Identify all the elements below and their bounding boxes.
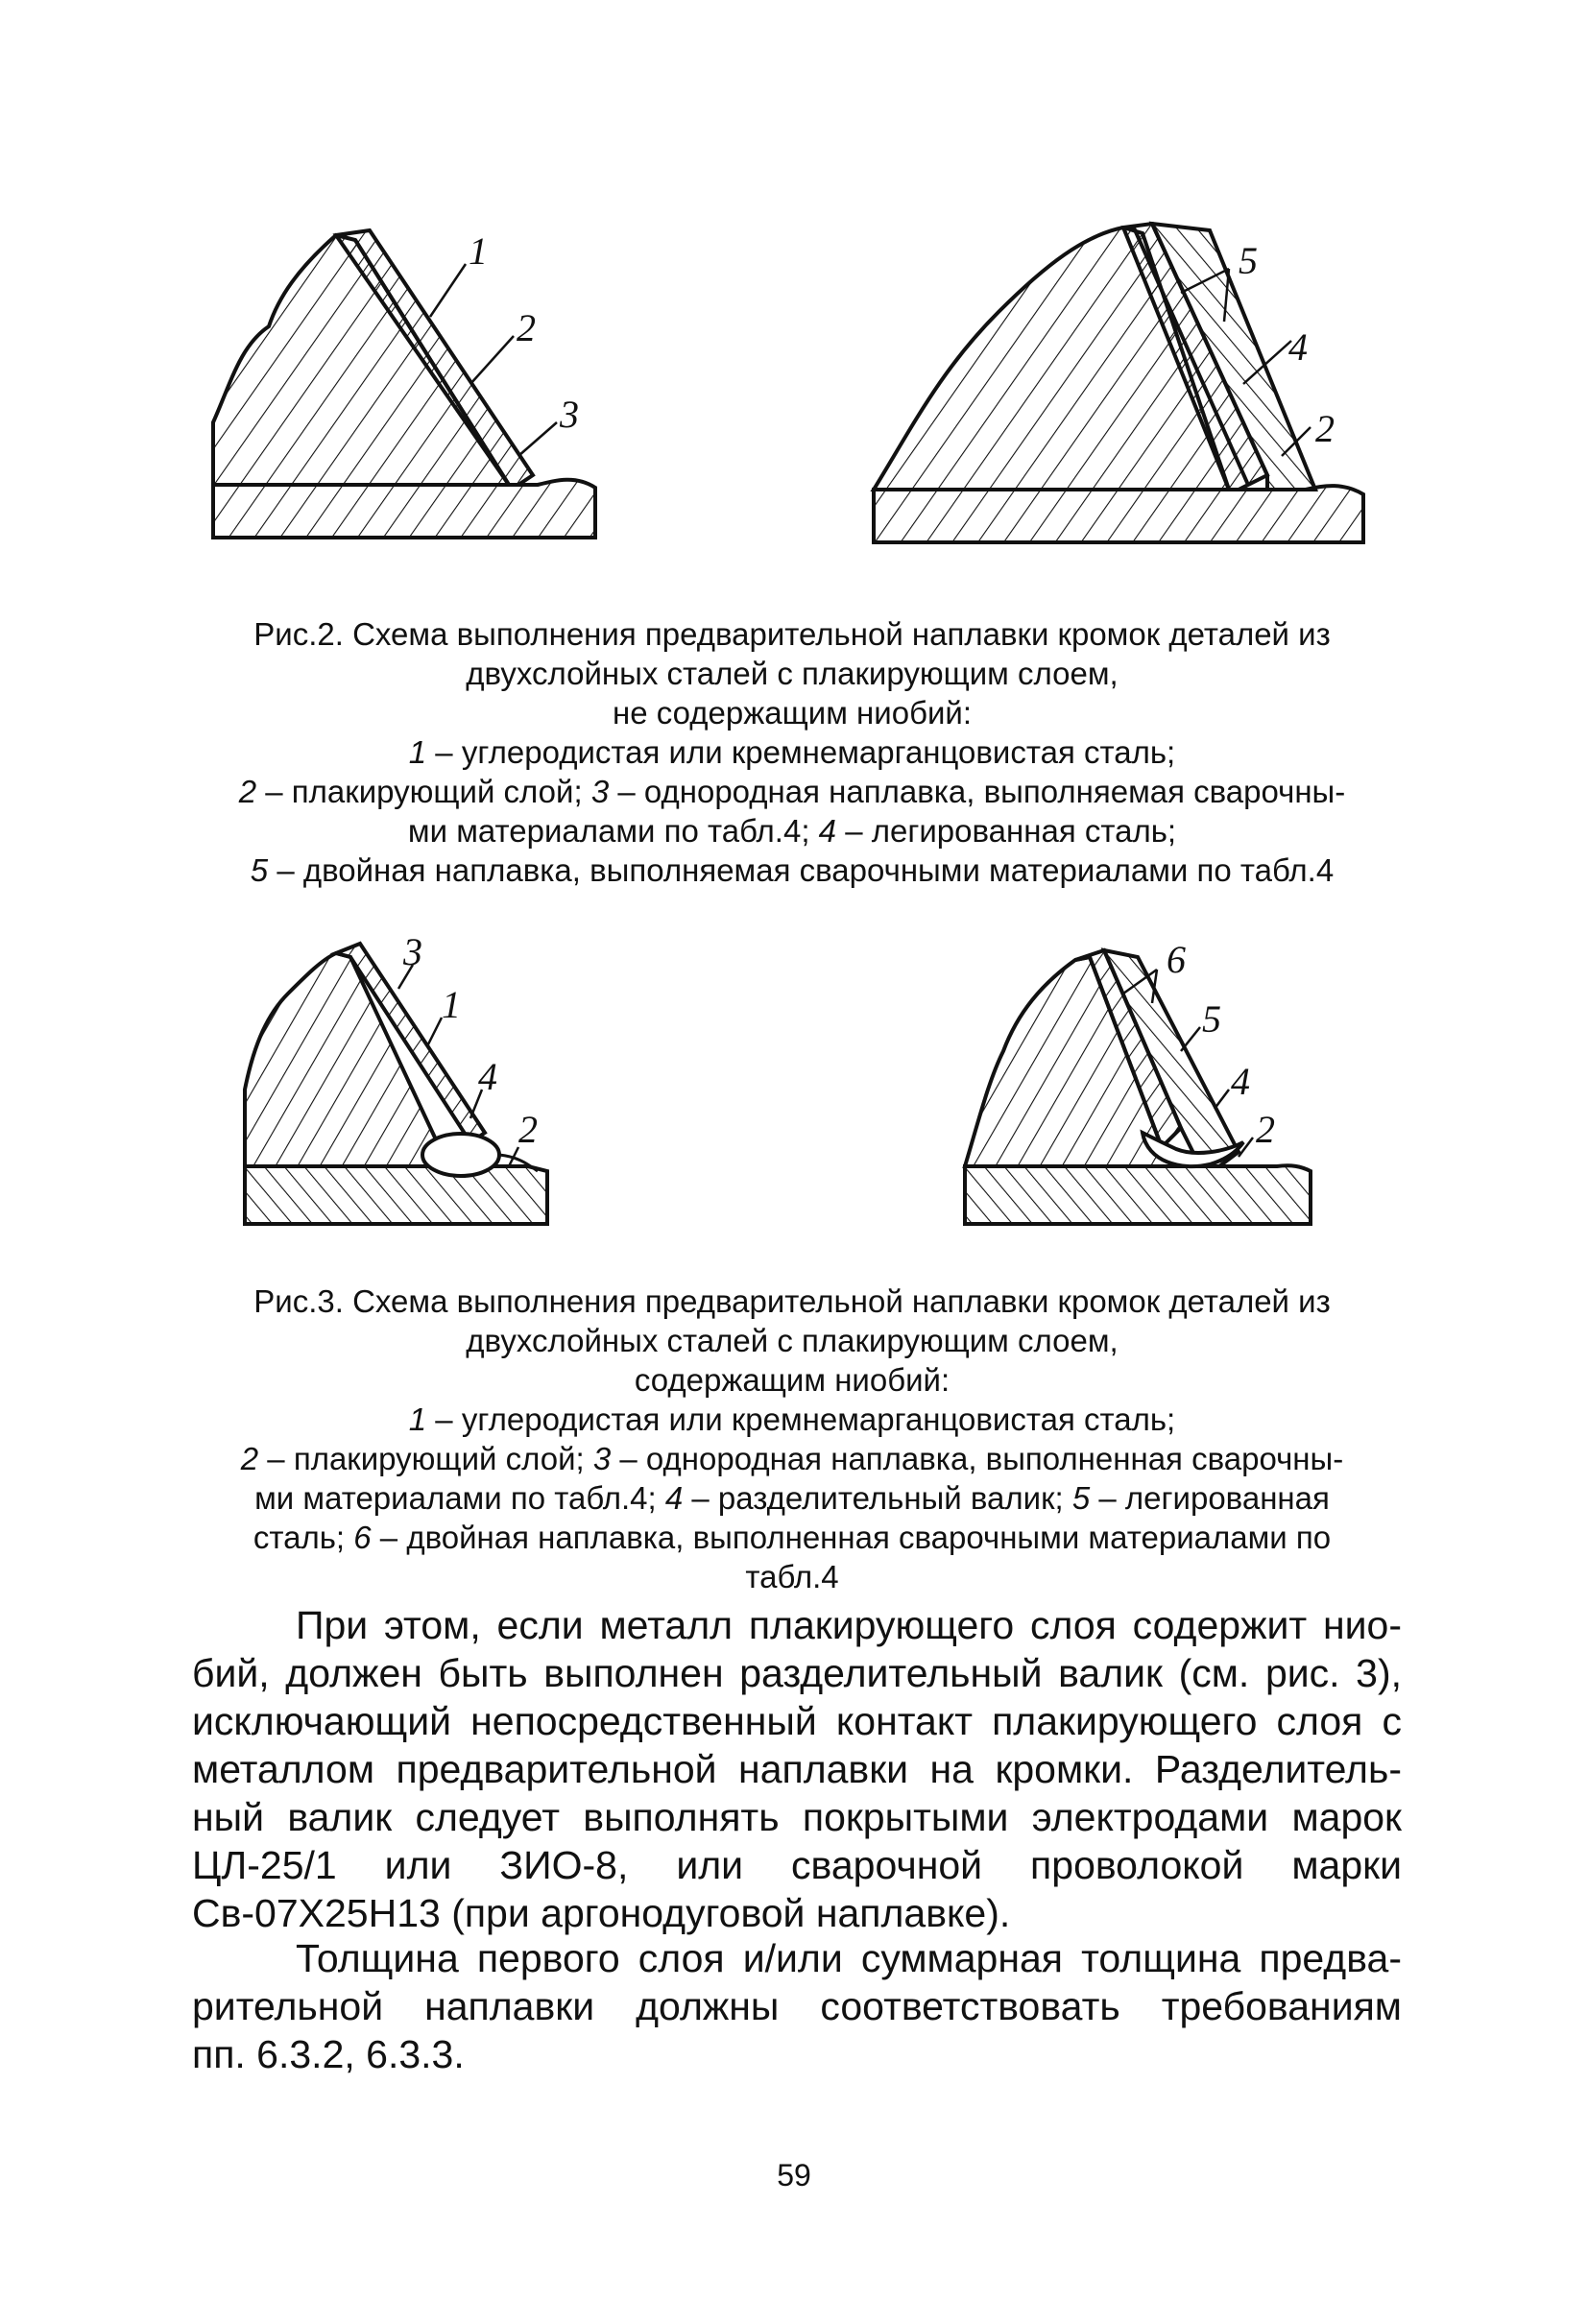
fig2-caption — [173, 614, 1411, 890]
text-line: исключающий непосредственный контакт плакирующего слоя с — [192, 1699, 1402, 1743]
body-paragraph-1 — [192, 1601, 1402, 1937]
label-5: 5 — [1202, 997, 1221, 1041]
fig3-right-diagram — [950, 936, 1335, 1234]
base-plate — [245, 1166, 547, 1224]
caption-line: 1 – углеродистая или кремнемарганцовистая сталь; — [408, 1402, 1176, 1437]
label-2: 2 — [518, 1108, 538, 1151]
base-plate — [213, 480, 595, 538]
text-line: При этом, если металл плакирующего слоя содержит нио- — [296, 1603, 1402, 1647]
base-plate — [965, 1165, 1311, 1224]
caption-line: сталь; 6 – двойная наплавка, выполненная сварочными материалами по — [253, 1520, 1332, 1555]
label-3: 3 — [560, 393, 579, 436]
label-4: 4 — [478, 1055, 497, 1098]
label-3: 3 — [403, 936, 422, 973]
fig2-right-diagram — [845, 216, 1383, 552]
caption-line: двухслойных сталей с плакирующим слоем, — [466, 656, 1119, 691]
caption-line: 2 – плакирующий слой; 3 – однородная наплавка, выполненная сварочны- — [240, 1441, 1344, 1476]
fig3-caption — [173, 1282, 1411, 1596]
label-2: 2 — [517, 306, 536, 349]
separating-bead — [422, 1134, 499, 1176]
label-4: 4 — [1231, 1060, 1250, 1103]
label-1: 1 — [469, 229, 488, 273]
label-2: 2 — [1256, 1108, 1275, 1151]
caption-line: 2 – плакирующий слой; 3 – однородная наплавка, выполняемая сварочны- — [238, 774, 1346, 809]
label-6: 6 — [1167, 938, 1186, 981]
text-line: ный валик следует выполнять покрытыми электродами марок — [192, 1795, 1402, 1839]
caption-line: не содержащим ниобий: — [612, 695, 973, 731]
text-line: рительной наплавки должны соответствовать требованиям — [192, 1984, 1402, 2028]
caption-line: 1 – углеродистая или кремнемарганцовистая сталь; — [408, 734, 1176, 770]
text-line: ЦЛ-25/1 или ЗИО-8, или сварочной проволокой марки — [192, 1843, 1402, 1887]
caption-line: Рис.3. Схема выполнения предварительной наплавки кромок деталей из — [253, 1283, 1331, 1319]
caption-line: ми материалами по табл.4; 4 – легированная сталь; — [407, 813, 1177, 849]
caption-line: содержащим ниобий: — [634, 1362, 950, 1398]
caption-line: 5 – двойная наплавка, выполняемая сварочными материалами по табл.4 — [250, 852, 1335, 888]
text-line: Св-07Х25Н13 (при аргонодуговой наплавке). — [192, 1891, 1011, 1935]
caption-line: ми материалами по табл.4; 4 – разделительный валик; 5 – легированная — [254, 1480, 1330, 1516]
label-2: 2 — [1315, 407, 1335, 450]
label-4: 4 — [1288, 325, 1308, 369]
label-1: 1 — [442, 983, 461, 1026]
caption-line: Рис.2. Схема выполнения предварительной наплавки кромок деталей из — [253, 616, 1331, 652]
text-line: бий, должен быть выполнен разделительный валик (см. рис. 3), — [192, 1651, 1402, 1695]
caption-line: табл.4 — [745, 1559, 839, 1594]
text-line: пп. 6.3.2, 6.3.3. — [192, 2032, 465, 2076]
base-plate — [874, 486, 1363, 542]
fig3-left-diagram — [230, 936, 576, 1234]
label-5: 5 — [1239, 239, 1258, 282]
caption-line: двухслойных сталей с плакирующим слоем, — [466, 1323, 1119, 1358]
body-paragraph-2 — [192, 1934, 1402, 2078]
text-line: Толщина первого слоя и/или суммарная толщина предва- — [296, 1936, 1402, 1980]
text-line: металлом предварительной наплавки на кромки. Разделитель- — [192, 1747, 1402, 1791]
page-number: 59 — [777, 2158, 811, 2192]
fig2-left-diagram — [192, 221, 614, 547]
